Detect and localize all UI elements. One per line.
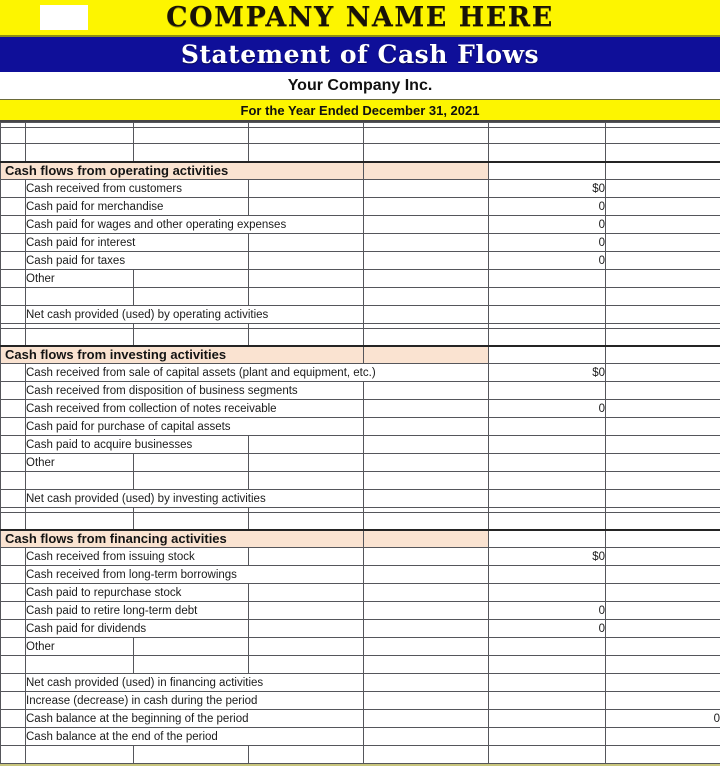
sheet-row (1, 454, 720, 472)
empty-cell[interactable] (606, 490, 720, 508)
empty-cell[interactable] (606, 382, 720, 400)
section-header-row (1, 530, 720, 548)
empty-cell[interactable] (1, 144, 26, 162)
empty-cell[interactable] (364, 400, 489, 418)
indent-cell[interactable] (1, 620, 26, 638)
empty-cell[interactable] (249, 234, 364, 252)
empty-cell[interactable] (1, 128, 26, 144)
empty-cell[interactable] (489, 710, 606, 728)
empty-cell[interactable] (249, 638, 364, 656)
sheet-row (1, 144, 720, 162)
row-label[interactable]: Cash paid to acquire businesses (26, 436, 249, 454)
empty-cell[interactable] (606, 566, 720, 584)
row-value[interactable] (489, 454, 606, 472)
section-header-row (1, 346, 720, 364)
empty-cell[interactable] (364, 620, 489, 638)
row-label[interactable]: Cash paid for wages and other operating expenses (26, 216, 364, 234)
indent-cell[interactable] (1, 418, 26, 436)
empty-cell[interactable] (364, 656, 489, 674)
row-label[interactable]: Increase (decrease) in cash during the period (26, 692, 364, 710)
indent-cell[interactable] (1, 436, 26, 454)
sheet-row (1, 180, 720, 198)
empty-cell[interactable] (364, 454, 489, 472)
empty-cell[interactable] (606, 198, 720, 216)
empty-cell[interactable] (364, 180, 489, 198)
row-value[interactable] (489, 306, 606, 324)
empty-cell[interactable] (249, 472, 364, 490)
empty-cell[interactable] (364, 418, 489, 436)
row-label[interactable]: Cash paid to repurchase stock (26, 584, 249, 602)
empty-cell[interactable] (489, 513, 606, 530)
sheet-row (1, 288, 720, 306)
indent-cell[interactable] (1, 198, 26, 216)
empty-cell[interactable] (134, 288, 249, 306)
empty-cell[interactable] (489, 656, 606, 674)
empty-cell[interactable] (249, 198, 364, 216)
indent-cell[interactable] (1, 234, 26, 252)
indent-cell[interactable] (1, 674, 26, 692)
empty-cell[interactable] (364, 306, 489, 324)
indent-cell[interactable] (1, 602, 26, 620)
empty-cell[interactable] (1, 746, 26, 764)
empty-cell[interactable] (489, 288, 606, 306)
indent-cell[interactable] (1, 364, 26, 382)
row-value[interactable] (489, 418, 606, 436)
indent-cell[interactable] (1, 216, 26, 234)
empty-cell[interactable] (364, 602, 489, 620)
sheet-row (1, 382, 720, 400)
empty-cell[interactable] (606, 162, 720, 180)
row-value[interactable]: $0 (489, 548, 606, 566)
sheet-row (1, 692, 720, 710)
row-value[interactable]: 0 (489, 234, 606, 252)
empty-cell[interactable] (606, 270, 720, 288)
empty-cell[interactable] (489, 346, 606, 364)
row-label[interactable]: Other (26, 454, 134, 472)
sheet-row (1, 400, 720, 418)
company-name: Your Company Inc. (287, 76, 433, 94)
sheet-row (1, 584, 720, 602)
empty-cell[interactable] (134, 270, 249, 288)
statement-title-bar (0, 37, 720, 72)
company-name-banner (0, 0, 720, 35)
empty-cell[interactable] (249, 436, 364, 454)
empty-cell[interactable] (606, 216, 720, 234)
empty-cell[interactable] (364, 746, 489, 764)
row-label[interactable]: Net cash provided (used) in financing activities (26, 674, 364, 692)
empty-cell[interactable] (134, 144, 249, 162)
sheet-row (1, 602, 720, 620)
empty-cell[interactable] (364, 566, 489, 584)
empty-cell[interactable] (606, 306, 720, 324)
sheet-row (1, 620, 720, 638)
section-header-fill[interactable] (364, 346, 489, 364)
empty-cell[interactable] (134, 128, 249, 144)
empty-cell[interactable] (606, 746, 720, 764)
empty-cell[interactable] (249, 548, 364, 566)
empty-cell[interactable] (606, 346, 720, 364)
sheet-row (1, 472, 720, 490)
row-label[interactable]: Net cash provided (used) by investing activities (26, 490, 364, 508)
indent-cell[interactable] (1, 180, 26, 198)
empty-cell[interactable] (249, 252, 364, 270)
empty-cell[interactable] (489, 329, 606, 346)
row-label[interactable]: Cash paid to retire long-term debt (26, 602, 249, 620)
empty-cell[interactable] (364, 674, 489, 692)
sheet-row (1, 746, 720, 764)
empty-cell[interactable] (249, 128, 364, 144)
sheet-row (1, 252, 720, 270)
empty-cell[interactable] (364, 436, 489, 454)
empty-cell[interactable] (606, 288, 720, 306)
indent-cell[interactable] (1, 728, 26, 746)
empty-cell[interactable] (489, 162, 606, 180)
indent-cell[interactable] (1, 400, 26, 418)
empty-cell[interactable] (606, 400, 720, 418)
row-label[interactable]: Cash paid for taxes (26, 252, 249, 270)
row-label[interactable]: Cash received from sale of capital assets (plant and equipment, etc.) (26, 364, 489, 382)
empty-cell[interactable] (489, 144, 606, 162)
empty-cell[interactable] (249, 454, 364, 472)
empty-cell[interactable] (489, 746, 606, 764)
indent-cell[interactable] (1, 306, 26, 324)
empty-cell[interactable] (249, 144, 364, 162)
row-value[interactable]: 0 (489, 602, 606, 620)
empty-cell[interactable] (606, 234, 720, 252)
empty-cell[interactable] (364, 198, 489, 216)
empty-cell[interactable] (26, 656, 134, 674)
empty-cell[interactable] (249, 656, 364, 674)
sheet-row (1, 270, 720, 288)
empty-cell[interactable] (364, 216, 489, 234)
empty-cell[interactable] (606, 674, 720, 692)
section-header[interactable]: Cash flows from operating activities (1, 162, 364, 180)
empty-cell[interactable] (249, 584, 364, 602)
empty-cell[interactable] (364, 234, 489, 252)
row-value[interactable]: 0 (489, 252, 606, 270)
empty-cell[interactable] (364, 584, 489, 602)
row-value[interactable]: 0 (489, 400, 606, 418)
empty-cell[interactable] (26, 288, 134, 306)
empty-cell[interactable] (1, 656, 26, 674)
empty-cell[interactable] (364, 490, 489, 508)
row-value[interactable]: 0 (606, 710, 720, 728)
empty-cell[interactable] (606, 364, 720, 382)
sheet-row (1, 306, 720, 324)
sheet-row (1, 674, 720, 692)
row-value[interactable] (489, 566, 606, 584)
sheet-row (1, 710, 720, 728)
row-label[interactable]: Cash paid for merchandise (26, 198, 249, 216)
row-label[interactable]: Cash paid for dividends (26, 620, 249, 638)
row-label[interactable]: Cash paid for purchase of capital assets (26, 418, 364, 436)
indent-cell[interactable] (1, 548, 26, 566)
row-label[interactable]: Cash received from issuing stock (26, 548, 249, 566)
indent-cell[interactable] (1, 584, 26, 602)
row-label[interactable]: Other (26, 270, 134, 288)
empty-cell[interactable] (364, 128, 489, 144)
indent-cell[interactable] (1, 382, 26, 400)
row-value[interactable]: $0 (489, 364, 606, 382)
section-header-fill[interactable] (364, 162, 489, 180)
empty-cell[interactable] (606, 128, 720, 144)
row-label[interactable]: Cash received from customers (26, 180, 249, 198)
sheet-row (1, 234, 720, 252)
empty-cell[interactable] (364, 252, 489, 270)
empty-cell[interactable] (606, 584, 720, 602)
empty-cell[interactable] (1, 329, 26, 346)
empty-cell[interactable] (606, 548, 720, 566)
empty-cell[interactable] (249, 270, 364, 288)
empty-cell[interactable] (364, 144, 489, 162)
row-value[interactable] (489, 692, 606, 710)
empty-cell[interactable] (26, 128, 134, 144)
sheet-row (1, 198, 720, 216)
empty-cell[interactable] (26, 144, 134, 162)
row-label[interactable]: Cash received from long-term borrowings (26, 566, 364, 584)
empty-cell[interactable] (606, 602, 720, 620)
row-value[interactable] (489, 728, 606, 746)
row-label[interactable]: Cash paid for interest (26, 234, 249, 252)
empty-cell[interactable] (606, 436, 720, 454)
empty-cell[interactable] (249, 602, 364, 620)
empty-cell[interactable] (249, 180, 364, 198)
row-value[interactable] (489, 382, 606, 400)
empty-cell[interactable] (134, 329, 249, 346)
row-value[interactable]: 0 (489, 198, 606, 216)
empty-cell[interactable] (1, 472, 26, 490)
empty-cell[interactable] (249, 746, 364, 764)
row-value[interactable] (489, 584, 606, 602)
sheet-row (1, 656, 720, 674)
cashflow-sheet (0, 122, 720, 764)
row-label[interactable]: Cash received from disposition of business segments (26, 382, 364, 400)
empty-cell[interactable] (364, 548, 489, 566)
empty-cell[interactable] (606, 454, 720, 472)
sheet-row (1, 216, 720, 234)
empty-cell[interactable] (364, 382, 489, 400)
sheet-row (1, 329, 720, 346)
sheet-row (1, 728, 720, 746)
empty-cell[interactable] (606, 656, 720, 674)
empty-cell[interactable] (364, 472, 489, 490)
sheet-row (1, 364, 720, 382)
empty-cell[interactable] (364, 692, 489, 710)
empty-cell[interactable] (1, 513, 26, 530)
empty-cell[interactable] (606, 144, 720, 162)
statement-title: Statement of Cash Flows (180, 40, 540, 69)
empty-cell[interactable] (364, 329, 489, 346)
empty-cell[interactable] (249, 288, 364, 306)
sheet-row (1, 638, 720, 656)
sheet-row (1, 513, 720, 530)
empty-cell[interactable] (606, 513, 720, 530)
indent-cell[interactable] (1, 710, 26, 728)
empty-cell[interactable] (606, 472, 720, 490)
empty-cell[interactable] (364, 710, 489, 728)
indent-cell[interactable] (1, 638, 26, 656)
empty-cell[interactable] (606, 180, 720, 198)
empty-cell[interactable] (606, 329, 720, 346)
empty-cell[interactable] (364, 728, 489, 746)
sheet-row (1, 418, 720, 436)
section-header-fill[interactable] (364, 530, 489, 548)
empty-cell[interactable] (26, 746, 134, 764)
empty-cell[interactable] (1, 288, 26, 306)
section-header[interactable]: Cash flows from financing activities (1, 530, 364, 548)
empty-cell[interactable] (134, 638, 249, 656)
empty-cell[interactable] (606, 692, 720, 710)
empty-cell[interactable] (249, 620, 364, 638)
period-line (0, 99, 720, 122)
indent-cell[interactable] (1, 270, 26, 288)
indent-cell[interactable] (1, 252, 26, 270)
empty-cell[interactable] (26, 329, 134, 346)
sheet-row (1, 566, 720, 584)
empty-cell[interactable] (606, 530, 720, 548)
empty-cell[interactable] (134, 454, 249, 472)
sheet-body (1, 123, 720, 764)
sheet-row (1, 128, 720, 144)
indent-cell[interactable] (1, 692, 26, 710)
empty-cell[interactable] (134, 472, 249, 490)
empty-cell[interactable] (364, 513, 489, 530)
row-value[interactable] (489, 638, 606, 656)
row-value[interactable]: 0 (489, 620, 606, 638)
empty-cell[interactable] (606, 728, 720, 746)
empty-cell[interactable] (364, 288, 489, 306)
empty-cell[interactable] (249, 329, 364, 346)
section-header[interactable]: Cash flows from investing activities (1, 346, 364, 364)
empty-cell[interactable] (134, 513, 249, 530)
indent-cell[interactable] (1, 566, 26, 584)
row-value[interactable]: 0 (489, 216, 606, 234)
section-header-row (1, 162, 720, 180)
indent-cell[interactable] (1, 490, 26, 508)
row-label[interactable]: Cash balance at the end of the period (26, 728, 364, 746)
row-value[interactable]: $0 (489, 180, 606, 198)
row-value[interactable] (489, 490, 606, 508)
empty-cell[interactable] (606, 620, 720, 638)
empty-cell[interactable] (489, 472, 606, 490)
empty-cell[interactable] (606, 252, 720, 270)
row-label[interactable]: Net cash provided (used) by operating activities (26, 306, 364, 324)
empty-cell[interactable] (26, 513, 134, 530)
banner-highlight-cell (40, 5, 88, 30)
company-line (0, 72, 720, 99)
row-value[interactable] (489, 674, 606, 692)
row-value[interactable] (489, 436, 606, 454)
empty-cell[interactable] (26, 472, 134, 490)
empty-cell[interactable] (606, 418, 720, 436)
sheet-row (1, 548, 720, 566)
sheet-row (1, 490, 720, 508)
empty-cell[interactable] (489, 128, 606, 144)
indent-cell[interactable] (1, 454, 26, 472)
empty-cell[interactable] (249, 513, 364, 530)
row-label[interactable]: Cash received from collection of notes receivable (26, 400, 364, 418)
sheet-row (1, 436, 720, 454)
company-name-text: COMPANY NAME HERE (166, 1, 554, 33)
row-value[interactable] (489, 270, 606, 288)
empty-cell[interactable] (134, 746, 249, 764)
row-label[interactable]: Other (26, 638, 134, 656)
empty-cell[interactable] (489, 530, 606, 548)
empty-cell[interactable] (134, 656, 249, 674)
empty-cell[interactable] (364, 638, 489, 656)
empty-cell[interactable] (364, 270, 489, 288)
row-label[interactable]: Cash balance at the beginning of the period (26, 710, 364, 728)
period-text: For the Year Ended December 31, 2021 (240, 102, 480, 118)
empty-cell[interactable] (606, 638, 720, 656)
